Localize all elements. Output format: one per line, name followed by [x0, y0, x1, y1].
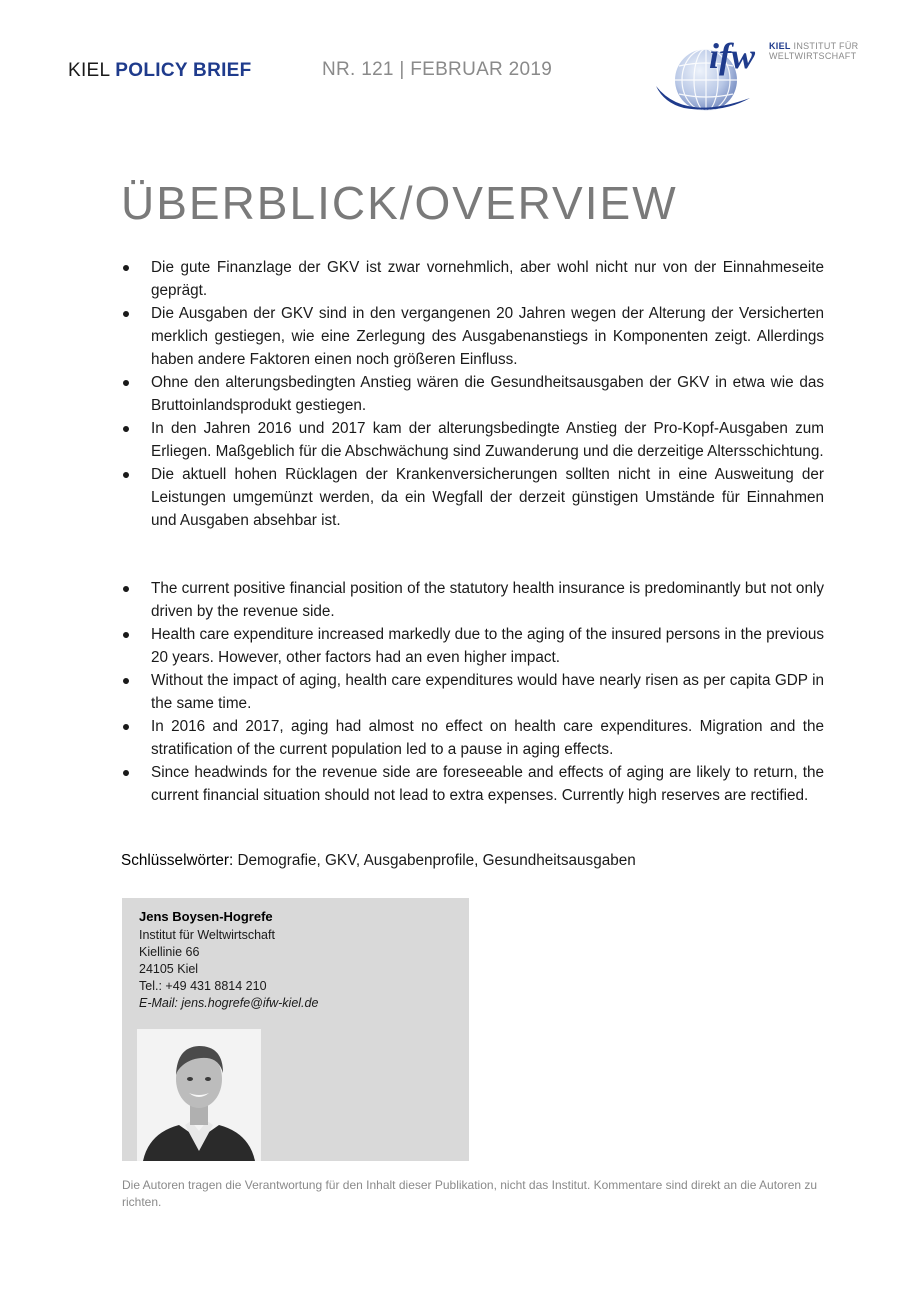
bullet-item	[120, 761, 824, 807]
bullet-dot	[123, 724, 129, 730]
bullet-list-german	[120, 256, 824, 532]
brand-title	[68, 60, 252, 82]
bullet-list-english	[120, 577, 824, 807]
logo-line2: WELTWIRTSCHAFT	[769, 51, 857, 61]
bullet-item	[120, 463, 824, 532]
page-header	[0, 0, 920, 120]
bullet-dot	[123, 311, 129, 317]
bullet-item	[120, 669, 824, 715]
bullet-text: Die Ausgaben der GKV sind in den vergangenen 20 Jahren wegen der Alterung der Versicherten merklich gestiegen, wie eine Zerlegung des Ausgabenanstiegs in Komponenten zeigt. Allerdings haben andere Faktoren einen noch größeren Einfluss.	[151, 305, 824, 368]
bullet-item	[120, 715, 824, 761]
bullet-text: In den Jahren 2016 und 2017 kam der alterungsbedingte Anstieg der Pro-Kopf-Ausgaben zum Erliegen. Maßgeblich für die Abschwächung sind Zuwanderung und die derzeitige Altersschichtung.	[151, 420, 824, 460]
bullet-text: Die gute Finanzlage der GKV ist zwar vornehmlich, aber wohl nicht nur von der Einnahmeseite geprägt.	[151, 259, 824, 299]
author-phone: Tel.: +49 431 8814 210	[139, 979, 267, 993]
section-title: ÜBERBLICK/OVERVIEW	[121, 177, 678, 229]
author-name: Jens Boysen-Hogrefe	[139, 909, 273, 924]
bullet-dot	[123, 380, 129, 386]
issue-number: NR. 121 | FEBRUAR 2019	[322, 59, 553, 80]
bullet-text: The current positive financial position of the statutory health insurance is predominantly but not only driven by the revenue side.	[151, 580, 824, 620]
bullet-dot	[123, 586, 129, 592]
author-email[interactable]: E-Mail: jens.hogrefe@ifw-kiel.de	[139, 996, 319, 1010]
bullet-dot	[123, 770, 129, 776]
brand-prefix: KIEL	[68, 60, 110, 81]
author-street: Kiellinie 66	[139, 945, 200, 959]
logo-mark: ifw	[709, 36, 756, 76]
bullet-dot	[123, 426, 129, 432]
bullet-text: Since headwinds for the revenue side are foreseeable and effects of aging are likely to return, the current financial situation should not lead to extra expenses. Currently high reserves are rectified.	[151, 764, 824, 804]
bullet-item	[120, 417, 824, 463]
bullet-item	[120, 256, 824, 302]
bullet-dot	[123, 472, 129, 478]
author-institute: Institut für Weltwirtschaft	[139, 928, 275, 942]
logo-line1-bold: KIEL	[769, 41, 791, 51]
logo-line1-rest: INSTITUT FÜR	[793, 41, 859, 51]
brand-name: POLICY BRIEF	[115, 60, 252, 81]
bullet-text: Ohne den alterungsbedingten Anstieg wären die Gesundheitsausgaben der GKV in etwa wie das Bruttoinlandsprodukt gestiegen.	[151, 374, 824, 414]
keywords-label: Schlüsselwörter:	[121, 852, 234, 869]
bullet-item	[120, 577, 824, 623]
logo-wordmark	[769, 41, 858, 61]
author-city: 24105 Kiel	[139, 962, 199, 976]
portrait-image	[137, 1029, 261, 1161]
bullet-text: Without the impact of aging, health care expenditures would have nearly risen as per capita GDP in the same time.	[151, 672, 824, 712]
disclaimer-text: Die Autoren tragen die Verantwortung für den Inhalt dieser Publikation, nicht das Institut. Kommentare sind direkt an die Autoren zu richten.	[122, 1178, 818, 1209]
author-photo	[137, 1029, 261, 1161]
keywords-line	[121, 852, 636, 870]
author-box	[122, 898, 469, 1161]
bullet-text: In 2016 and 2017, aging had almost no effect on health care expenditures. Migration and the stratification of the current population led to a pause in aging effects.	[151, 718, 824, 758]
bullet-item	[120, 623, 824, 669]
bullet-dot	[123, 265, 129, 271]
bullet-text: Die aktuell hohen Rücklagen der Krankenversicherungen sollten nicht in eine Ausweitung der Leistungen umgemünzt werden, da ein Wegfall der derzeit günstigen Umstände für Einnahmen und Ausgaben absehbar ist.	[151, 466, 824, 529]
bullet-text: Health care expenditure increased markedly due to the aging of the insured persons in the previous 20 years. However, other factors had an even higher impact.	[151, 626, 824, 666]
keywords-values: Demografie, GKV, Ausgabenprofile, Gesundheitsausgaben	[237, 852, 636, 869]
bullet-dot	[123, 632, 129, 638]
bullet-dot	[123, 678, 129, 684]
bullet-item	[120, 371, 824, 417]
bullet-item	[120, 302, 824, 371]
